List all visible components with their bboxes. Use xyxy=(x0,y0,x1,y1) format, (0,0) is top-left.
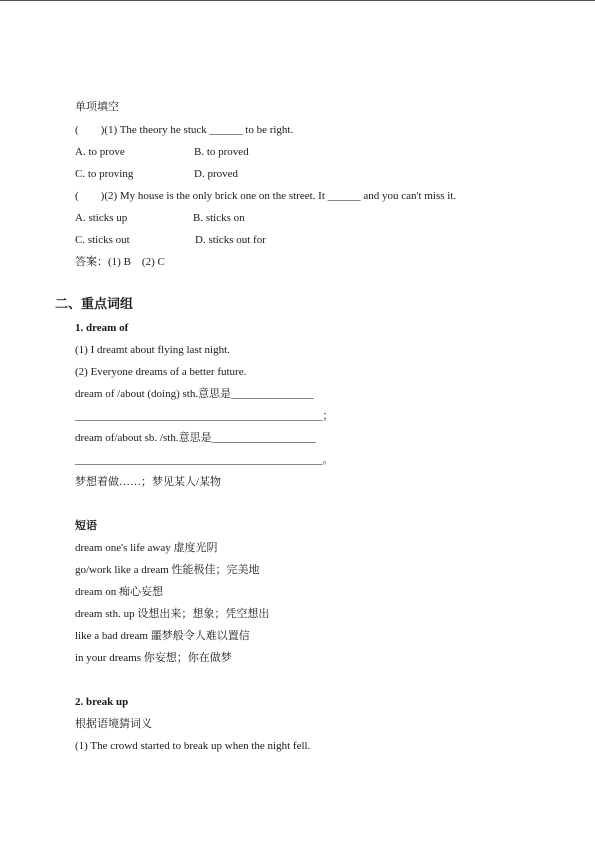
item-2-example-1: (1) The crowd started to break up when the night fell. xyxy=(75,740,311,752)
item-2-title: 2. break up xyxy=(75,696,129,708)
page-top-border xyxy=(0,0,595,1)
section-heading: 二、重点词组 xyxy=(55,297,134,312)
question-1-option-c: C. to proving xyxy=(75,168,134,180)
item-1-question-b-blank: _____________________________________________。 xyxy=(75,454,334,466)
question-2-option-d: D. sticks out for xyxy=(195,234,266,246)
question-2-option-b: B. sticks on xyxy=(193,212,245,224)
phrase-item: dream on 痴心妄想 xyxy=(75,586,163,598)
question-1-option-b: B. to proved xyxy=(194,146,249,158)
item-1-question-a: dream of /about (doing) sth.意思是_______________ xyxy=(75,388,314,400)
item-2-instruction: 根据语境猜词义 xyxy=(75,718,152,730)
item-1-question-b: dream of/about sb. /sth.意思是___________________ xyxy=(75,432,317,444)
phrase-item: in your dreams 你妄想；你在做梦 xyxy=(75,652,232,664)
question-1-option-a: A. to prove xyxy=(75,146,125,158)
item-1-answer: 梦想着做……；梦见某人/某物 xyxy=(75,476,222,488)
phrase-item: go/work like a dream 性能极佳；完美地 xyxy=(75,564,260,576)
phrase-item: dream sth. up 设想出来；想象；凭空想出 xyxy=(75,608,270,620)
exercise-answer: 答案：(1) B (2) C xyxy=(75,256,165,268)
phrases-title: 短语 xyxy=(75,519,97,532)
question-2-stem: ( )(2) My house is the only brick one on the street. It ______ and you can't miss it. xyxy=(75,190,457,202)
question-2-option-c: C. sticks out xyxy=(75,234,130,246)
phrase-item: like a bad dream 噩梦般令人难以置信 xyxy=(75,630,250,642)
exercise-title: 单项填空 xyxy=(75,101,119,113)
item-1-question-a-blank: _____________________________________________； xyxy=(75,410,334,422)
item-1-example-2: (2) Everyone dreams of a better future. xyxy=(75,366,247,378)
question-1-option-d: D. proved xyxy=(194,168,238,180)
question-2-option-a: A. sticks up xyxy=(75,212,128,224)
item-1-title: 1. dream of xyxy=(75,322,129,334)
question-1-stem: ( )(1) The theory he stuck ______ to be right. xyxy=(75,124,294,136)
phrase-item: dream one's life away 虚度光阴 xyxy=(75,542,218,554)
item-1-example-1: (1) I dreamt about flying last night. xyxy=(75,344,230,356)
